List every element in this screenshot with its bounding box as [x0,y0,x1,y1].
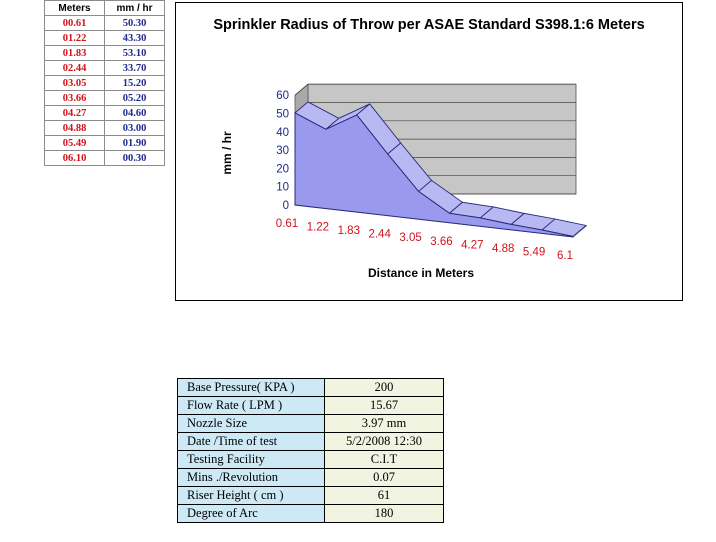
y-axis-label: mm / hr [220,131,234,175]
info-value: 200 [325,379,444,397]
y-tick-label: 30 [276,145,289,158]
y-tick-label: 0 [282,200,289,212]
meters-cell: 01.83 [45,46,105,61]
rate-cell: 50.30 [105,16,165,31]
rate-cell: 53.10 [105,46,165,61]
meters-cell: 00.61 [45,16,105,31]
table-row [178,397,444,415]
info-value: C.I.T [325,451,444,469]
table-row [45,16,165,31]
info-label: Degree of Arc [178,505,325,523]
x-tick-label: 6.1 [557,250,573,262]
table-row [45,76,165,91]
info-value: 15.67 [325,397,444,415]
x-tick-label: 1.22 [306,221,330,234]
table-row [45,136,165,151]
info-value: 3.97 mm [325,415,444,433]
table-row [45,61,165,76]
meters-cell: 02.44 [45,61,105,76]
meters-cell: 05.49 [45,136,105,151]
info-label: Testing Facility [178,451,325,469]
table-row [178,487,444,505]
meters-cell: 04.88 [45,121,105,136]
chart-frame [175,2,683,301]
table-row [45,151,165,166]
meters-cell: 06.10 [45,151,105,166]
table-row [178,415,444,433]
table-row [178,469,444,487]
rate-cell: 00.30 [105,151,165,166]
table-row [178,451,444,469]
meters-cell: 03.66 [45,91,105,106]
table-row [45,91,165,106]
info-value: 5/2/2008 12:30 [325,433,444,451]
x-tick-label: 5.49 [522,246,546,259]
y-tick-label: 20 [276,163,289,176]
info-value: 0.07 [325,469,444,487]
table-row [45,31,165,46]
area-chart [176,3,682,300]
rate-cell: 33.70 [105,61,165,76]
info-label: Date /Time of test [178,433,325,451]
x-tick-label: 3.05 [399,232,422,245]
info-label: Mins ./Revolution [178,469,325,487]
rate-cell: 15.20 [105,76,165,91]
meters-cell: 03.05 [45,76,105,91]
y-tick-label: 60 [276,90,289,103]
rate-cell: 03.00 [105,121,165,136]
y-tick-label: 10 [276,181,289,194]
data-table [44,0,165,166]
table-row [178,433,444,451]
rate-cell: 01.90 [105,136,165,151]
info-label: Base Pressure( KPA ) [178,379,325,397]
header-meters: Meters [45,1,105,16]
table-row [45,106,165,121]
table-row [45,46,165,61]
info-value: 180 [325,505,444,523]
table-row [178,505,444,523]
table-row [45,121,165,136]
x-tick-label: 2.44 [368,228,391,241]
rate-cell: 04.60 [105,106,165,121]
chart-title: Sprinkler Radius of Throw per ASAE Standard S398.1:6 Meters [213,17,645,33]
x-tick-label: 3.66 [430,235,453,248]
test-info-table [177,378,444,523]
rate-cell: 43.30 [105,31,165,46]
y-tick-label: 40 [276,126,289,139]
info-value: 61 [325,487,444,505]
x-axis-label: Distance in Meters [367,266,475,280]
info-label: Riser Height ( cm ) [178,487,325,505]
meters-cell: 01.22 [45,31,105,46]
x-tick-label: 4.27 [461,239,484,252]
x-tick-label: 4.88 [492,242,515,255]
rate-cell: 05.20 [105,91,165,106]
table-row [178,379,444,397]
header-mm-per-hr: mm / hr [105,1,165,16]
x-tick-label: 1.83 [337,225,360,238]
info-label: Nozzle Size [178,415,325,433]
y-tick-label: 50 [276,108,289,121]
x-tick-label: 0.61 [275,218,299,230]
meters-cell: 04.27 [45,106,105,121]
info-label: Flow Rate ( LPM ) [178,397,325,415]
